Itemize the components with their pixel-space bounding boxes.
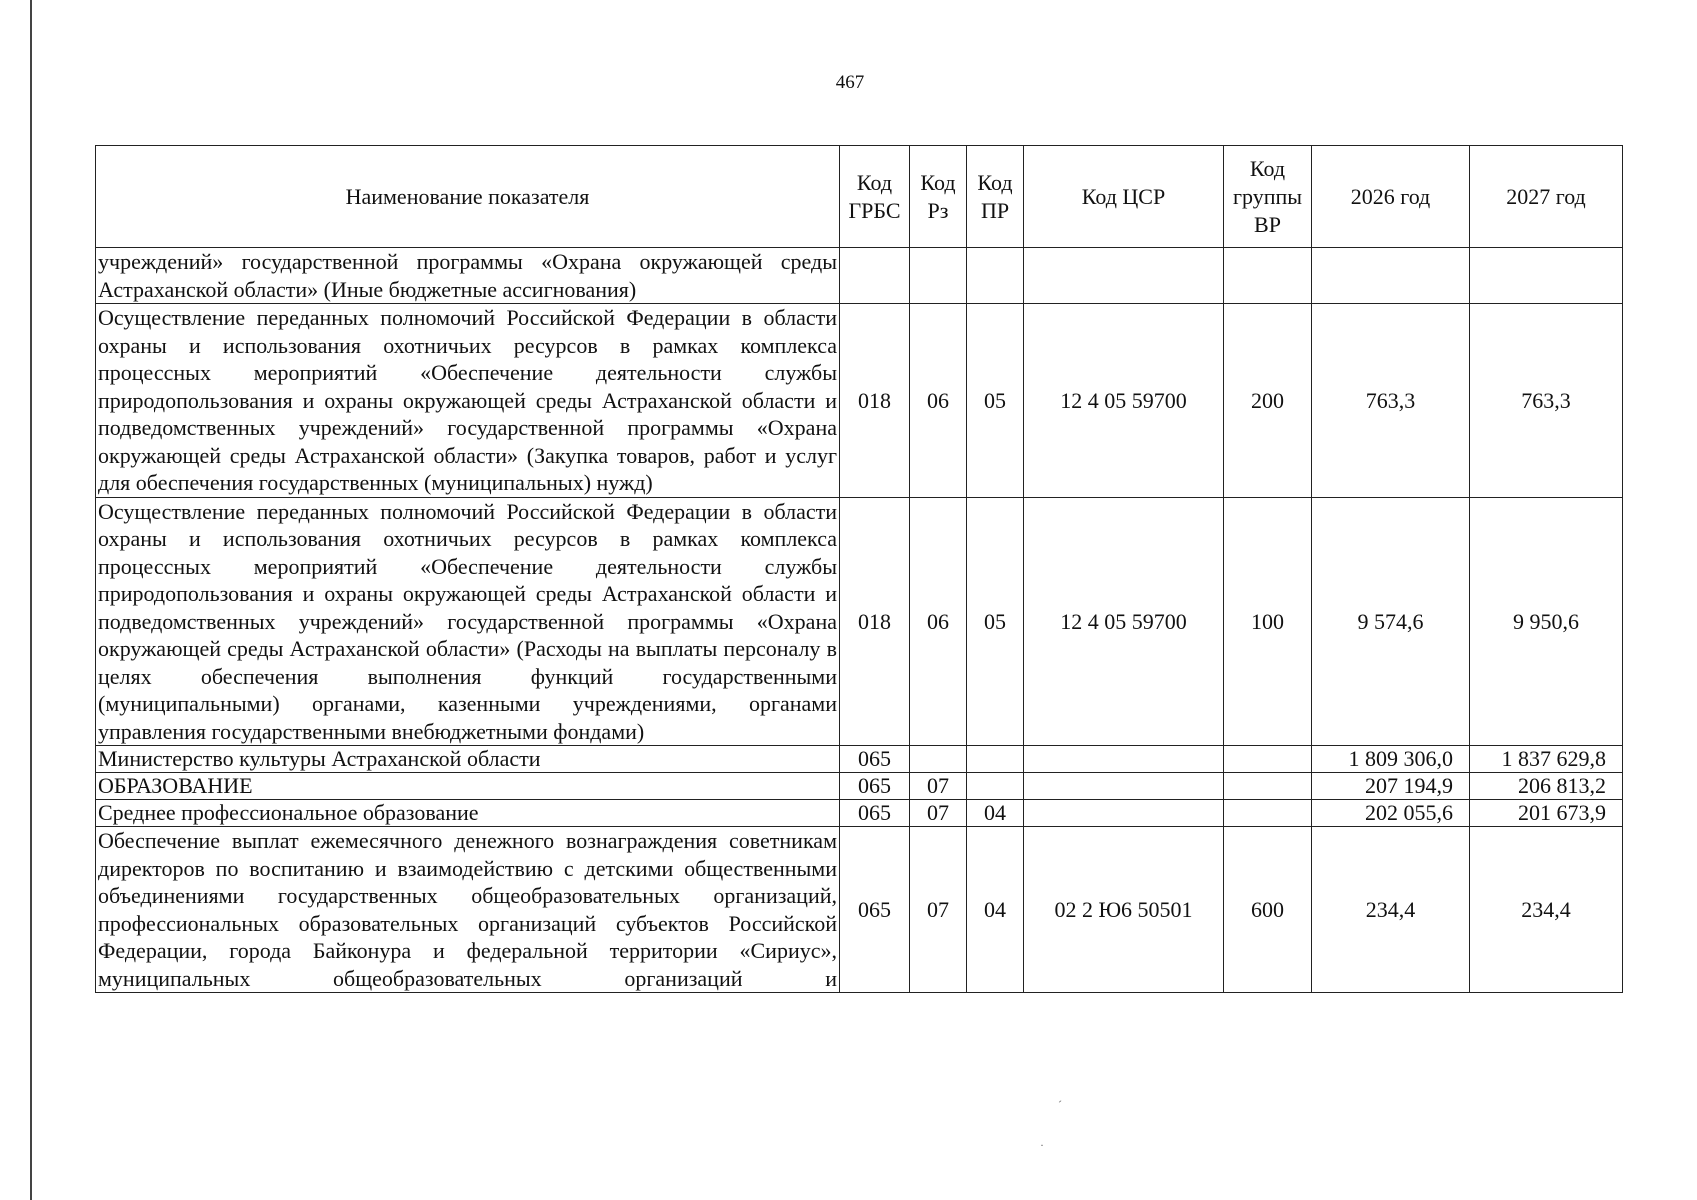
row-rz: 06 [910,497,967,746]
budget-table [95,145,1623,993]
row-2027: 763,3 [1470,304,1623,498]
row-2026: 9 574,6 [1312,497,1470,746]
row-csr [1024,773,1224,800]
page-number: 467 [835,72,865,93]
header-2026: 2026 год [1312,146,1470,248]
table-row [96,304,1623,498]
row-pr [967,746,1024,773]
row-rz: 07 [910,773,967,800]
table-row [96,773,1623,800]
header-csr: Код ЦСР [1024,146,1224,248]
row-rz [910,746,967,773]
row-2026: 234,4 [1312,827,1470,993]
row-rz [910,248,967,304]
row-grbs: 018 [840,497,910,746]
row-name: Министерство культуры Астраханской области [96,746,840,773]
row-vr: 600 [1224,827,1312,993]
row-csr [1024,800,1224,827]
header-name: Наименование показателя [96,146,840,248]
header-rz: Код Рз [910,146,967,248]
row-name: учреждений» государственной программы «Охрана окружающей среды Астраханской области» (Иные бюджетные ассигнования) [96,248,840,304]
row-2027: 9 950,6 [1470,497,1623,746]
row-name: Обеспечение выплат ежемесячного денежного вознаграждения советникам директоров по воспитанию и взаимодействию с детскими общественными объединениями государственных общеобразовательных организаций, профессиональных образовательных организаций субъектов Российской Федерации, города Байконура и федеральной территории «Сириус», муниципальных общеобразовательных организаций и [96,827,840,993]
scan-speck: · [1040,1138,1044,1152]
row-2027 [1470,248,1623,304]
row-name: Среднее профессиональное образование [96,800,840,827]
row-2027: 201 673,9 [1470,800,1623,827]
row-vr [1224,773,1312,800]
table-row [96,827,1623,993]
row-name: Осуществление переданных полномочий Российской Федерации в области охраны и использования охотничьих ресурсов в рамках комплекса процессных мероприятий «Обеспечение деятельности службы природопользования и охраны окружающей среды Астраханской области и подведомственных учреждений» государственной программы «Охрана окружающей среды Астраханской области» (Закупка товаров, работ и услуг для обеспечения государственных (муниципальных) нужд) [96,304,840,498]
table-row [96,800,1623,827]
row-2026 [1312,248,1470,304]
row-pr: 05 [967,304,1024,498]
row-2027: 1 837 629,8 [1470,746,1623,773]
row-name: Осуществление переданных полномочий Российской Федерации в области охраны и использования охотничьих ресурсов в рамках комплекса процессных мероприятий «Обеспечение деятельности службы природопользования и охраны окружающей среды Астраханской области и подведомственных учреждений» государственной программы «Охрана окружающей среды Астраханской области» (Расходы на выплаты персоналу в целях обеспечения выполнения функций государственными (муниципальными) органами, казенными учреждениями, органами управления государственными внебюджетными фондами) [96,497,840,746]
row-grbs: 065 [840,773,910,800]
row-grbs: 065 [840,746,910,773]
row-vr: 100 [1224,497,1312,746]
header-2027: 2027 год [1470,146,1623,248]
row-csr: 12 4 05 59700 [1024,497,1224,746]
row-2026: 202 055,6 [1312,800,1470,827]
header-grbs: Код ГРБС [840,146,910,248]
row-pr: 04 [967,800,1024,827]
row-csr: 02 2 Ю6 50501 [1024,827,1224,993]
row-grbs: 065 [840,800,910,827]
row-rz: 07 [910,827,967,993]
row-pr: 04 [967,827,1024,993]
row-2026: 763,3 [1312,304,1470,498]
row-csr [1024,746,1224,773]
header-row [96,146,1623,248]
row-2027: 206 813,2 [1470,773,1623,800]
row-name: ОБРАЗОВАНИЕ [96,773,840,800]
row-vr: 200 [1224,304,1312,498]
row-grbs: 065 [840,827,910,993]
row-vr [1224,248,1312,304]
scan-speck: ´ [1058,1098,1062,1112]
header-pr: Код ПР [967,146,1024,248]
table-row [96,497,1623,746]
row-rz: 07 [910,800,967,827]
row-pr: 05 [967,497,1024,746]
row-vr [1224,800,1312,827]
row-csr [1024,248,1224,304]
row-rz: 06 [910,304,967,498]
row-2026: 207 194,9 [1312,773,1470,800]
row-csr: 12 4 05 59700 [1024,304,1224,498]
row-grbs [840,248,910,304]
left-margin-rule [30,0,32,1200]
row-pr [967,773,1024,800]
header-vr: Код группы ВР [1224,146,1312,248]
table-row [96,746,1623,773]
row-pr [967,248,1024,304]
row-2027: 234,4 [1470,827,1623,993]
row-vr [1224,746,1312,773]
row-grbs: 018 [840,304,910,498]
table-row [96,248,1623,304]
row-2026: 1 809 306,0 [1312,746,1470,773]
